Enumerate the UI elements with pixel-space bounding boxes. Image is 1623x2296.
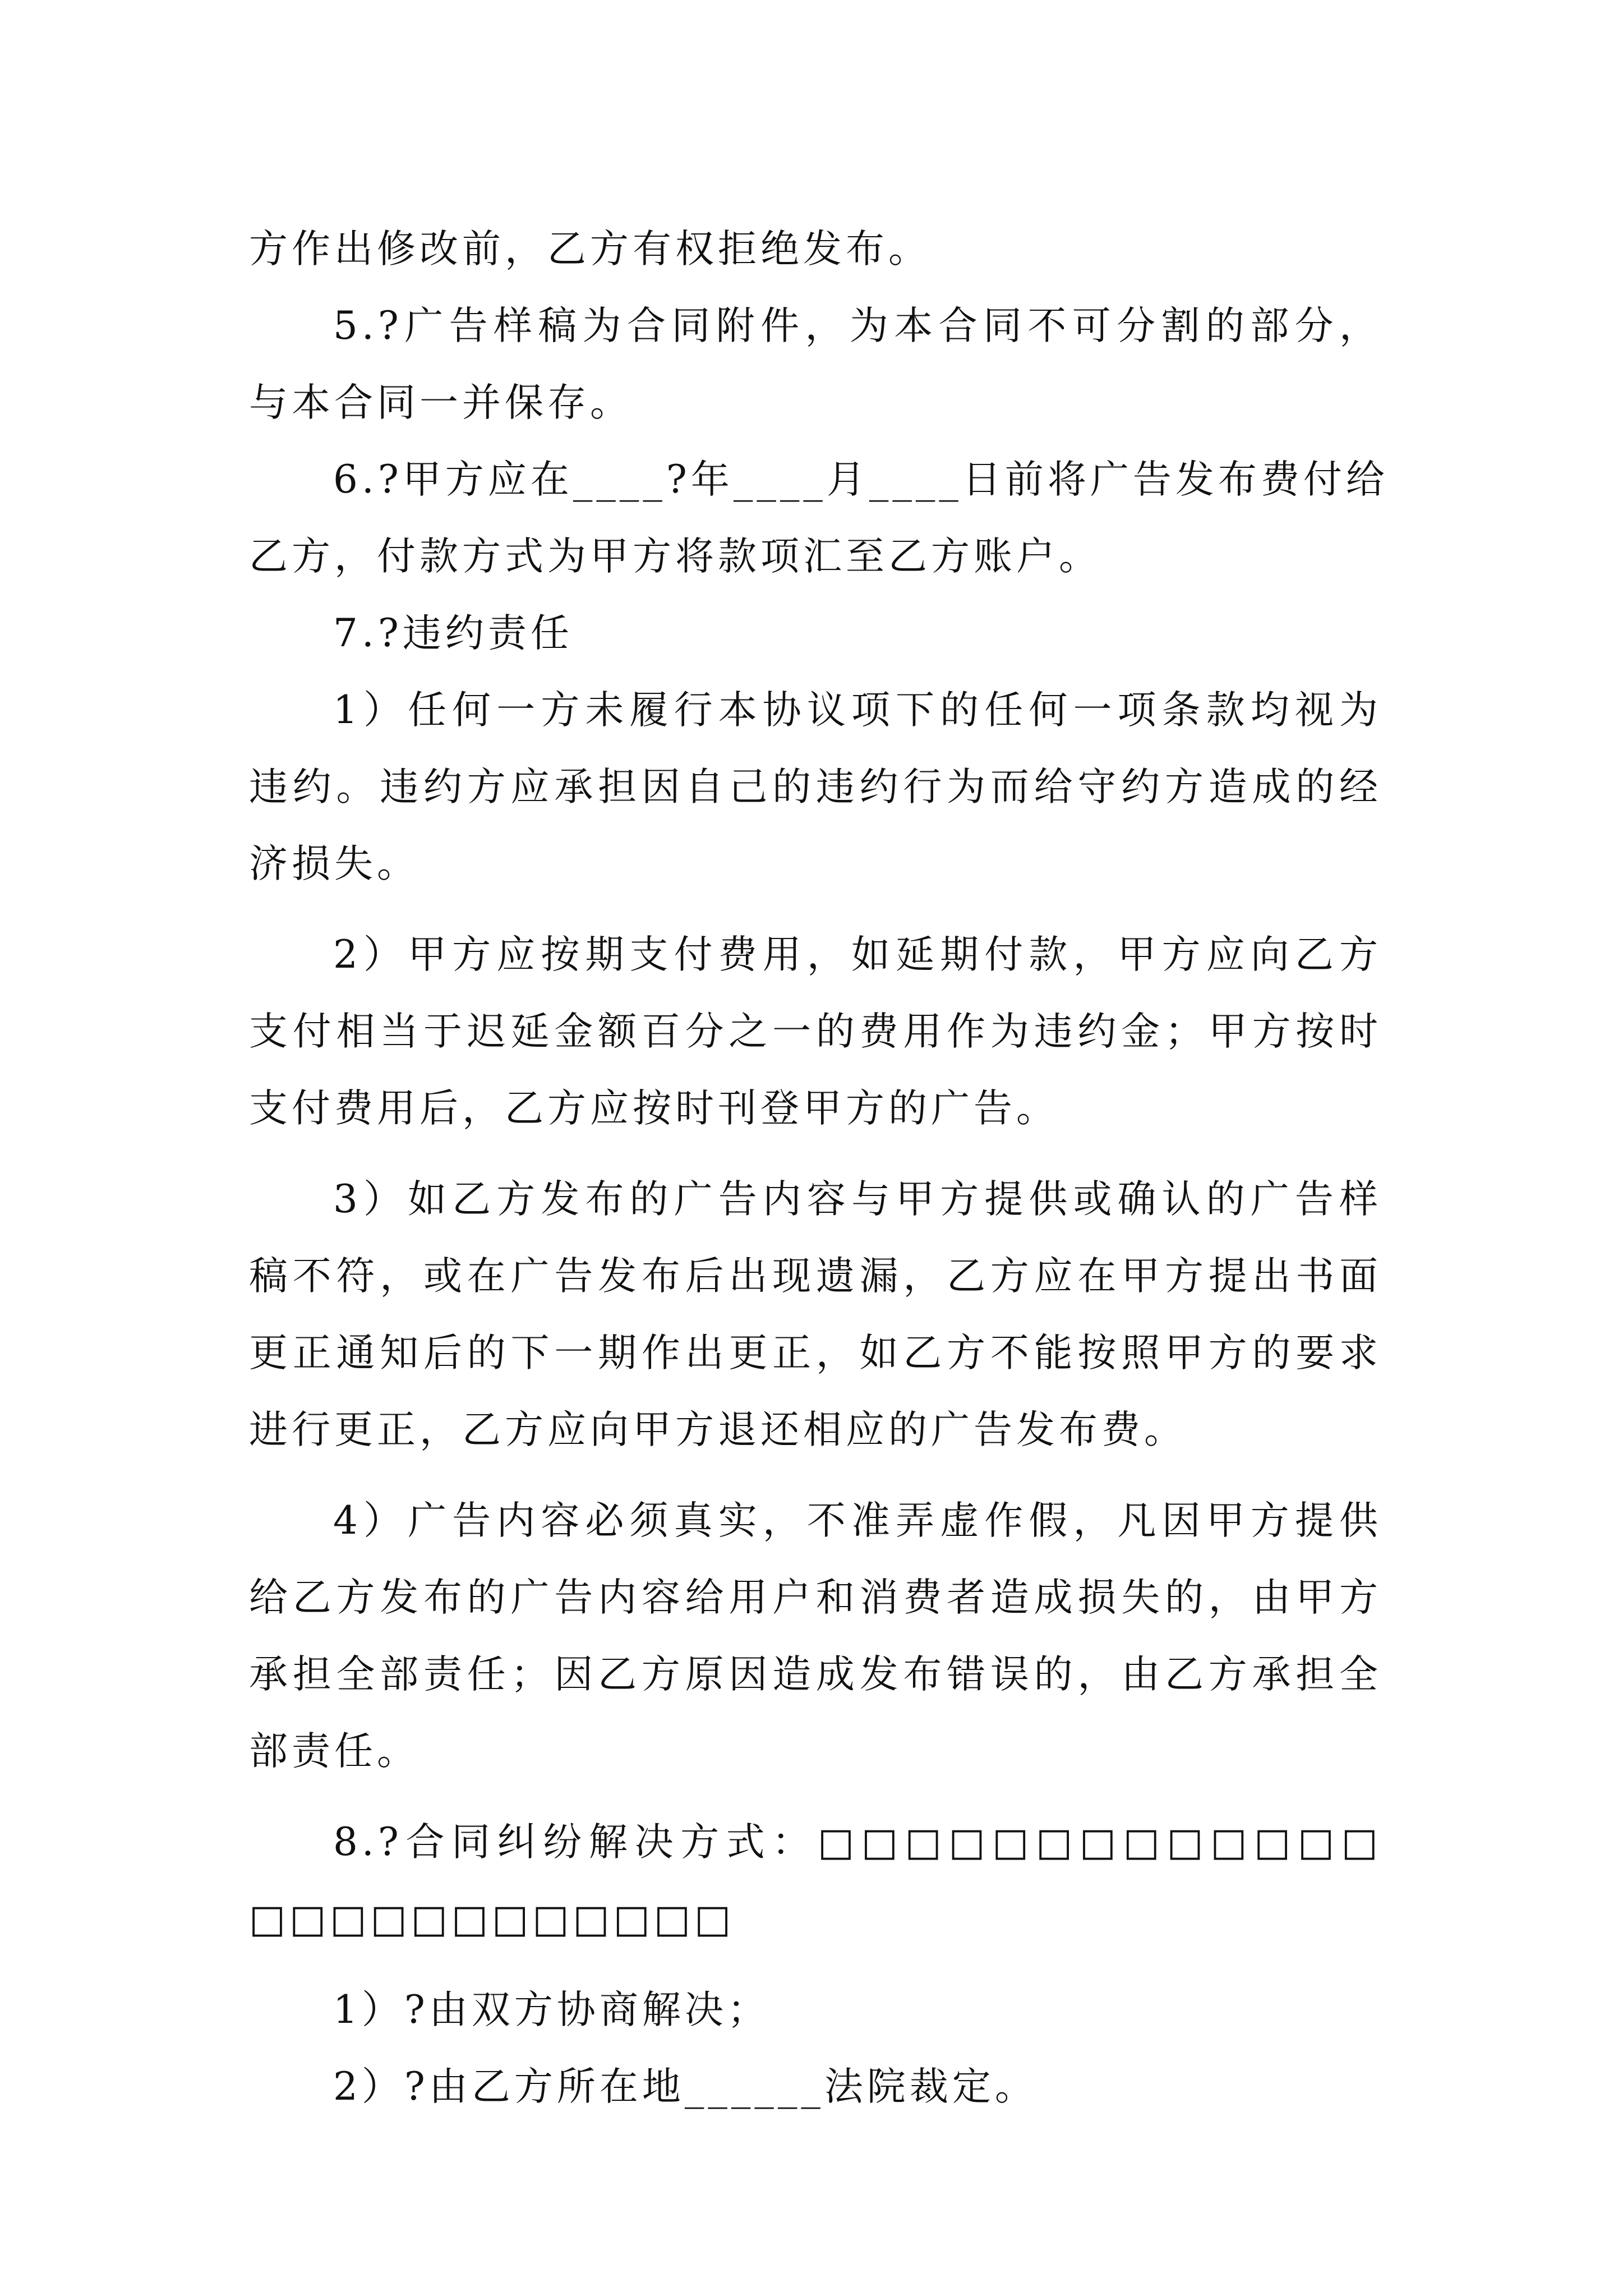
text-line: 乙方，付款方式为甲方将款项汇至乙方账户。 bbox=[249, 534, 1101, 579]
text-line: 稿不符，或在广告发布后出现遗漏，乙方应在甲方提出书面 bbox=[249, 1254, 1382, 1299]
text-line: 7.?违约责任 bbox=[333, 611, 573, 656]
text-line: 6.?甲方应在____?年____月____日前将广告发布费付给 bbox=[333, 457, 1389, 502]
text-line: 给乙方发布的广告内容给用户和消费者造成损失的，由甲方 bbox=[249, 1575, 1382, 1620]
text-line: 进行更正，乙方应向甲方退还相应的广告发布费。 bbox=[249, 1407, 1187, 1452]
text-line: 承担全部责任；因乙方原因造成发布错误的，由乙方承担全 bbox=[249, 1652, 1382, 1697]
text-line: 2）甲方应按期支付费用，如延期付款，甲方应向乙方 bbox=[333, 932, 1382, 977]
text-line: 违约。违约方应承担因自己的违约行为而给守约方造成的经 bbox=[249, 765, 1382, 809]
text-line: 4）广告内容必须真实，不准弄虚作假，凡因甲方提供 bbox=[333, 1498, 1382, 1543]
text-line: 1）任何一方未履行本协议项下的任何一项条款均视为 bbox=[333, 688, 1382, 733]
text-line: 支付费用后，乙方应按时刊登甲方的广告。 bbox=[249, 1086, 1059, 1131]
text-line: 更正通知后的下一期作出更正，如乙方不能按照甲方的要求 bbox=[249, 1331, 1382, 1375]
text-line: 部责任。 bbox=[249, 1729, 419, 1774]
text-line: 2）?由乙方所在地______法院裁定。 bbox=[333, 2064, 1038, 2109]
text-line: □□□□□□□□□□□□ bbox=[249, 1897, 735, 1941]
text-line: 8.?合同纠纷解决方式：□□□□□□□□□□□□□ bbox=[333, 1820, 1382, 1865]
text-line: 与本合同一并保存。 bbox=[249, 380, 633, 425]
text-line: 1）?由双方协商解决； bbox=[333, 1987, 770, 2032]
text-line: 方作出修改前，乙方有权拒绝发布。 bbox=[249, 227, 931, 272]
text-line: 3）如乙方发布的广告内容与甲方提供或确认的广告样 bbox=[333, 1177, 1382, 1222]
contract-text bbox=[249, 211, 1389, 2125]
text-line: 济损失。 bbox=[249, 841, 419, 886]
text-line: 5.?广告样稿为合同附件，为本合同不可分割的部分， bbox=[333, 303, 1382, 348]
text-line: 支付相当于迟延金额百分之一的费用作为违约金；甲方按时 bbox=[249, 1009, 1382, 1054]
